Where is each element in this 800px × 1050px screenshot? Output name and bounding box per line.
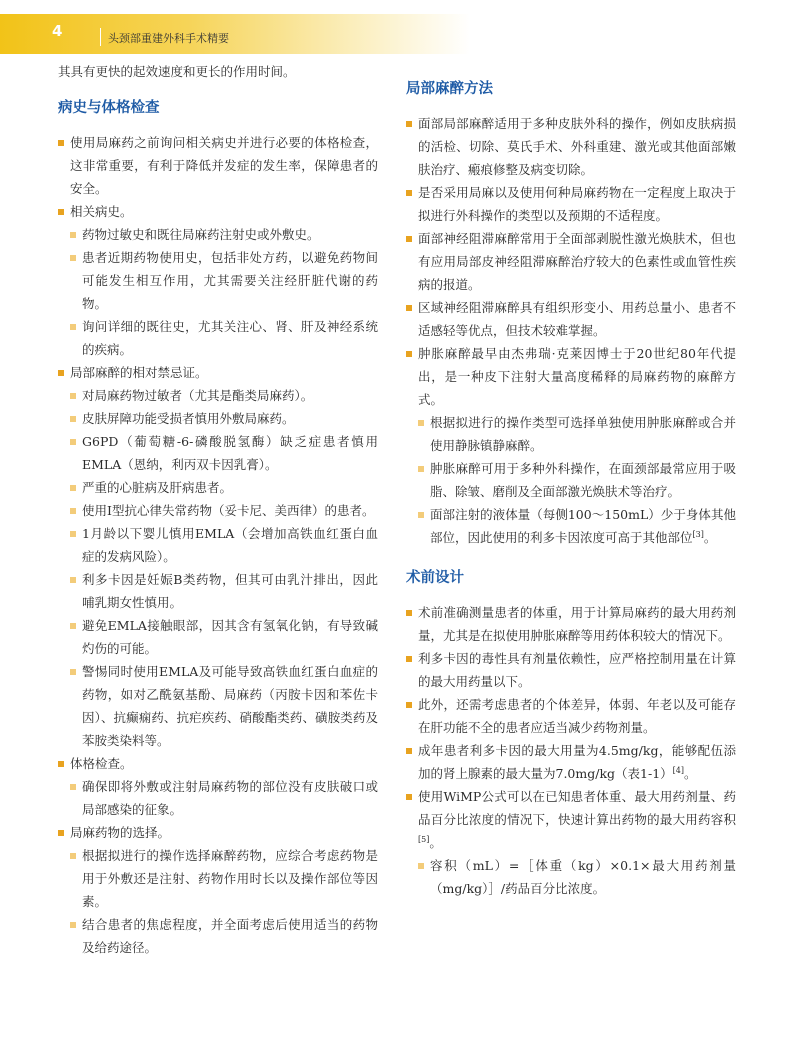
bullet-preop-3: 此外，还需考虑患者的个体差异，体弱、年老以及可能存在肝功能不全的患者应适当减少药物剂量。 [406,693,736,739]
bullet-physical-exam: 体格检查。 [58,752,378,775]
bullet-method-3: 面部神经阻滞麻醉常用于全面部剥脱性激光焕肤术，但也有应用局部皮神经阻滞麻醉治疗较大的色素性或血管性疾病的报道。 [406,227,736,296]
bullet-drug-choice: 局麻药物的选择。 [58,821,378,844]
header-color-band [0,14,470,54]
sub-bullet-tumescent-3 [406,503,736,549]
sub-bullet-contra-6: 1月龄以下婴儿慎用EMLA（会增加高铁血红蛋白血症的发病风险）。 [58,522,378,568]
citation-ref-3: [3] [692,529,704,539]
bullet-method-5: 肿胀麻醉最早由杰弗瑞·克莱因博士于20世纪80年代提出，是一种皮下注射大量高度稀释的局麻药物的麻醉方式。 [406,342,736,411]
bullet-preop-4 [406,739,736,785]
sub-bullet-contra-4: 严重的心脏病及肝病患者。 [58,476,378,499]
intro-paragraph: 其具有更快的起效速度和更长的作用时间。 [58,64,296,79]
header-divider [100,28,101,46]
sentence-end: 。 [703,530,717,545]
bullet-method-4: 区域神经阻滞麻醉具有组织形变小、用药总量小、患者不适感轻等优点，但技术较难掌握。 [406,296,736,342]
bullet-preop-2: 利多卡因的毒性具有剂量依赖性，应严格控制用量在计算的最大用药量以下。 [406,647,736,693]
sub-bullet-contra-9: 警惕同时使用EMLA及可能导致高铁血红蛋白血症的药物，如对乙酰氨基酚、局麻药（丙胺卡因和苯佐卡因）、抗癫痫药、抗疟疾药、硝酸酯类药、磺胺类药及苯胺类染料等。 [58,660,378,752]
bullet-related-history: 相关病史。 [58,200,378,223]
page-header [0,0,800,64]
page-number: 4 [52,22,63,40]
bullet-preop-5 [406,785,736,854]
sub-bullet-contra-2: 皮肤屏障功能受损者慎用外敷局麻药。 [58,407,378,430]
sub-bullet-contra-3: G6PD（葡萄糖-6-磷酸脱氢酶）缺乏症患者慎用EMLA（恩纳，利丙双卡因乳膏）。 [58,430,378,476]
sub-bullet-choice-2: 结合患者的焦虑程度，并全面考虑后使用适当的药物及给药途径。 [58,913,378,959]
bullet-preop-5-text: 使用WiMP公式可以在已知患者体重、最大用药剂量、药品百分比浓度的情况下，快速计算出药物的最大用药容积 [418,789,736,827]
sub-bullet-contra-8: 避免EMLA接触眼部，因其含有氢氧化钠，有导致碱灼伤的可能。 [58,614,378,660]
bullet-contraindications: 局部麻醉的相对禁忌证。 [58,361,378,384]
sub-bullet-contra-7: 利多卡因是妊娠B类药物，但其可由乳汁排出，因此哺乳期女性慎用。 [58,568,378,614]
sub-bullet-formula: 容积（mL）=［体重（kg）×0.1×最大用药剂量（mg/kg）］/药品百分比浓度。 [406,854,736,900]
left-column [58,60,378,959]
sub-bullet-allergy: 药物过敏史和既往局麻药注射史或外敷史。 [58,223,378,246]
bullet-preop-1: 术前准确测量患者的体重，用于计算局麻药的最大用药剂量，尤其是在拟使用肿胀麻醉等用药体积较大的情况下。 [406,601,736,647]
sub-bullet-choice-1: 根据拟进行的操作选择麻醉药物，应综合考虑药物是用于外敷还是注射、药物作用时长以及操作部位等因素。 [58,844,378,913]
bullet-history-intro: 使用局麻药之前询问相关病史并进行必要的体格检查，这非常重要，有利于降低并发症的发生率，保障患者的安全。 [58,131,378,200]
sub-bullet-tumescent-2: 肿胀麻醉可用于多种外科操作，在面颈部最常应用于吸脂、除皱、磨削及全面部激光焕肤术等治疗。 [406,457,736,503]
sub-bullet-medications: 患者近期药物使用史，包括非处方药，以避免药物间可能发生相互作用，尤其需要关注经肝脏代谢的药物。 [58,246,378,315]
sentence-end: 。 [684,766,697,781]
citation-ref-4: [4] [672,765,684,775]
citation-ref-5: [5] [418,834,430,844]
bullet-method-1: 面部局部麻醉适用于多种皮肤外科的操作，例如皮肤病损的活检、切除、莫氏手术、外科重建、激光或其他面部嫩肤治疗、瘢痕修整及病变切除。 [406,112,736,181]
bullet-preop-4-text: 成年患者利多卡因的最大用量为4.5mg/kg，能够配伍添加的肾上腺素的最大量为7.0mg/kg（表1-1） [418,743,736,781]
right-column [406,60,736,900]
sentence-end: 。 [429,835,442,850]
section-heading-preop: 术前设计 [406,570,464,586]
sub-bullet-past-history: 询问详细的既往史，尤其关注心、肾、肝及神经系统的疾病。 [58,315,378,361]
sub-bullet-contra-1: 对局麻药物过敏者（尤其是酯类局麻药）。 [58,384,378,407]
section-heading-methods: 局部麻醉方法 [406,81,493,97]
book-title: 头颈部重建外科手术精要 [108,32,229,45]
sub-bullet-tumescent-3-text: 面部注射的液体量（每侧100～150mL）少于身体其他部位，因此使用的利多卡因浓度可高于其他部位 [430,507,736,545]
sub-bullet-contra-5: 使用Ⅰ型抗心律失常药物（妥卡尼、美西律）的患者。 [58,499,378,522]
section-heading-history: 病史与体格检查 [58,100,160,116]
sub-bullet-tumescent-1: 根据拟进行的操作类型可选择单独使用肿胀麻醉或合并使用静脉镇静麻醉。 [406,411,736,457]
bullet-method-2: 是否采用局麻以及使用何种局麻药物在一定程度上取决于拟进行外科操作的类型以及预期的不适程度。 [406,181,736,227]
sub-bullet-exam-skin: 确保即将外敷或注射局麻药物的部位没有皮肤破口或局部感染的征象。 [58,775,378,821]
